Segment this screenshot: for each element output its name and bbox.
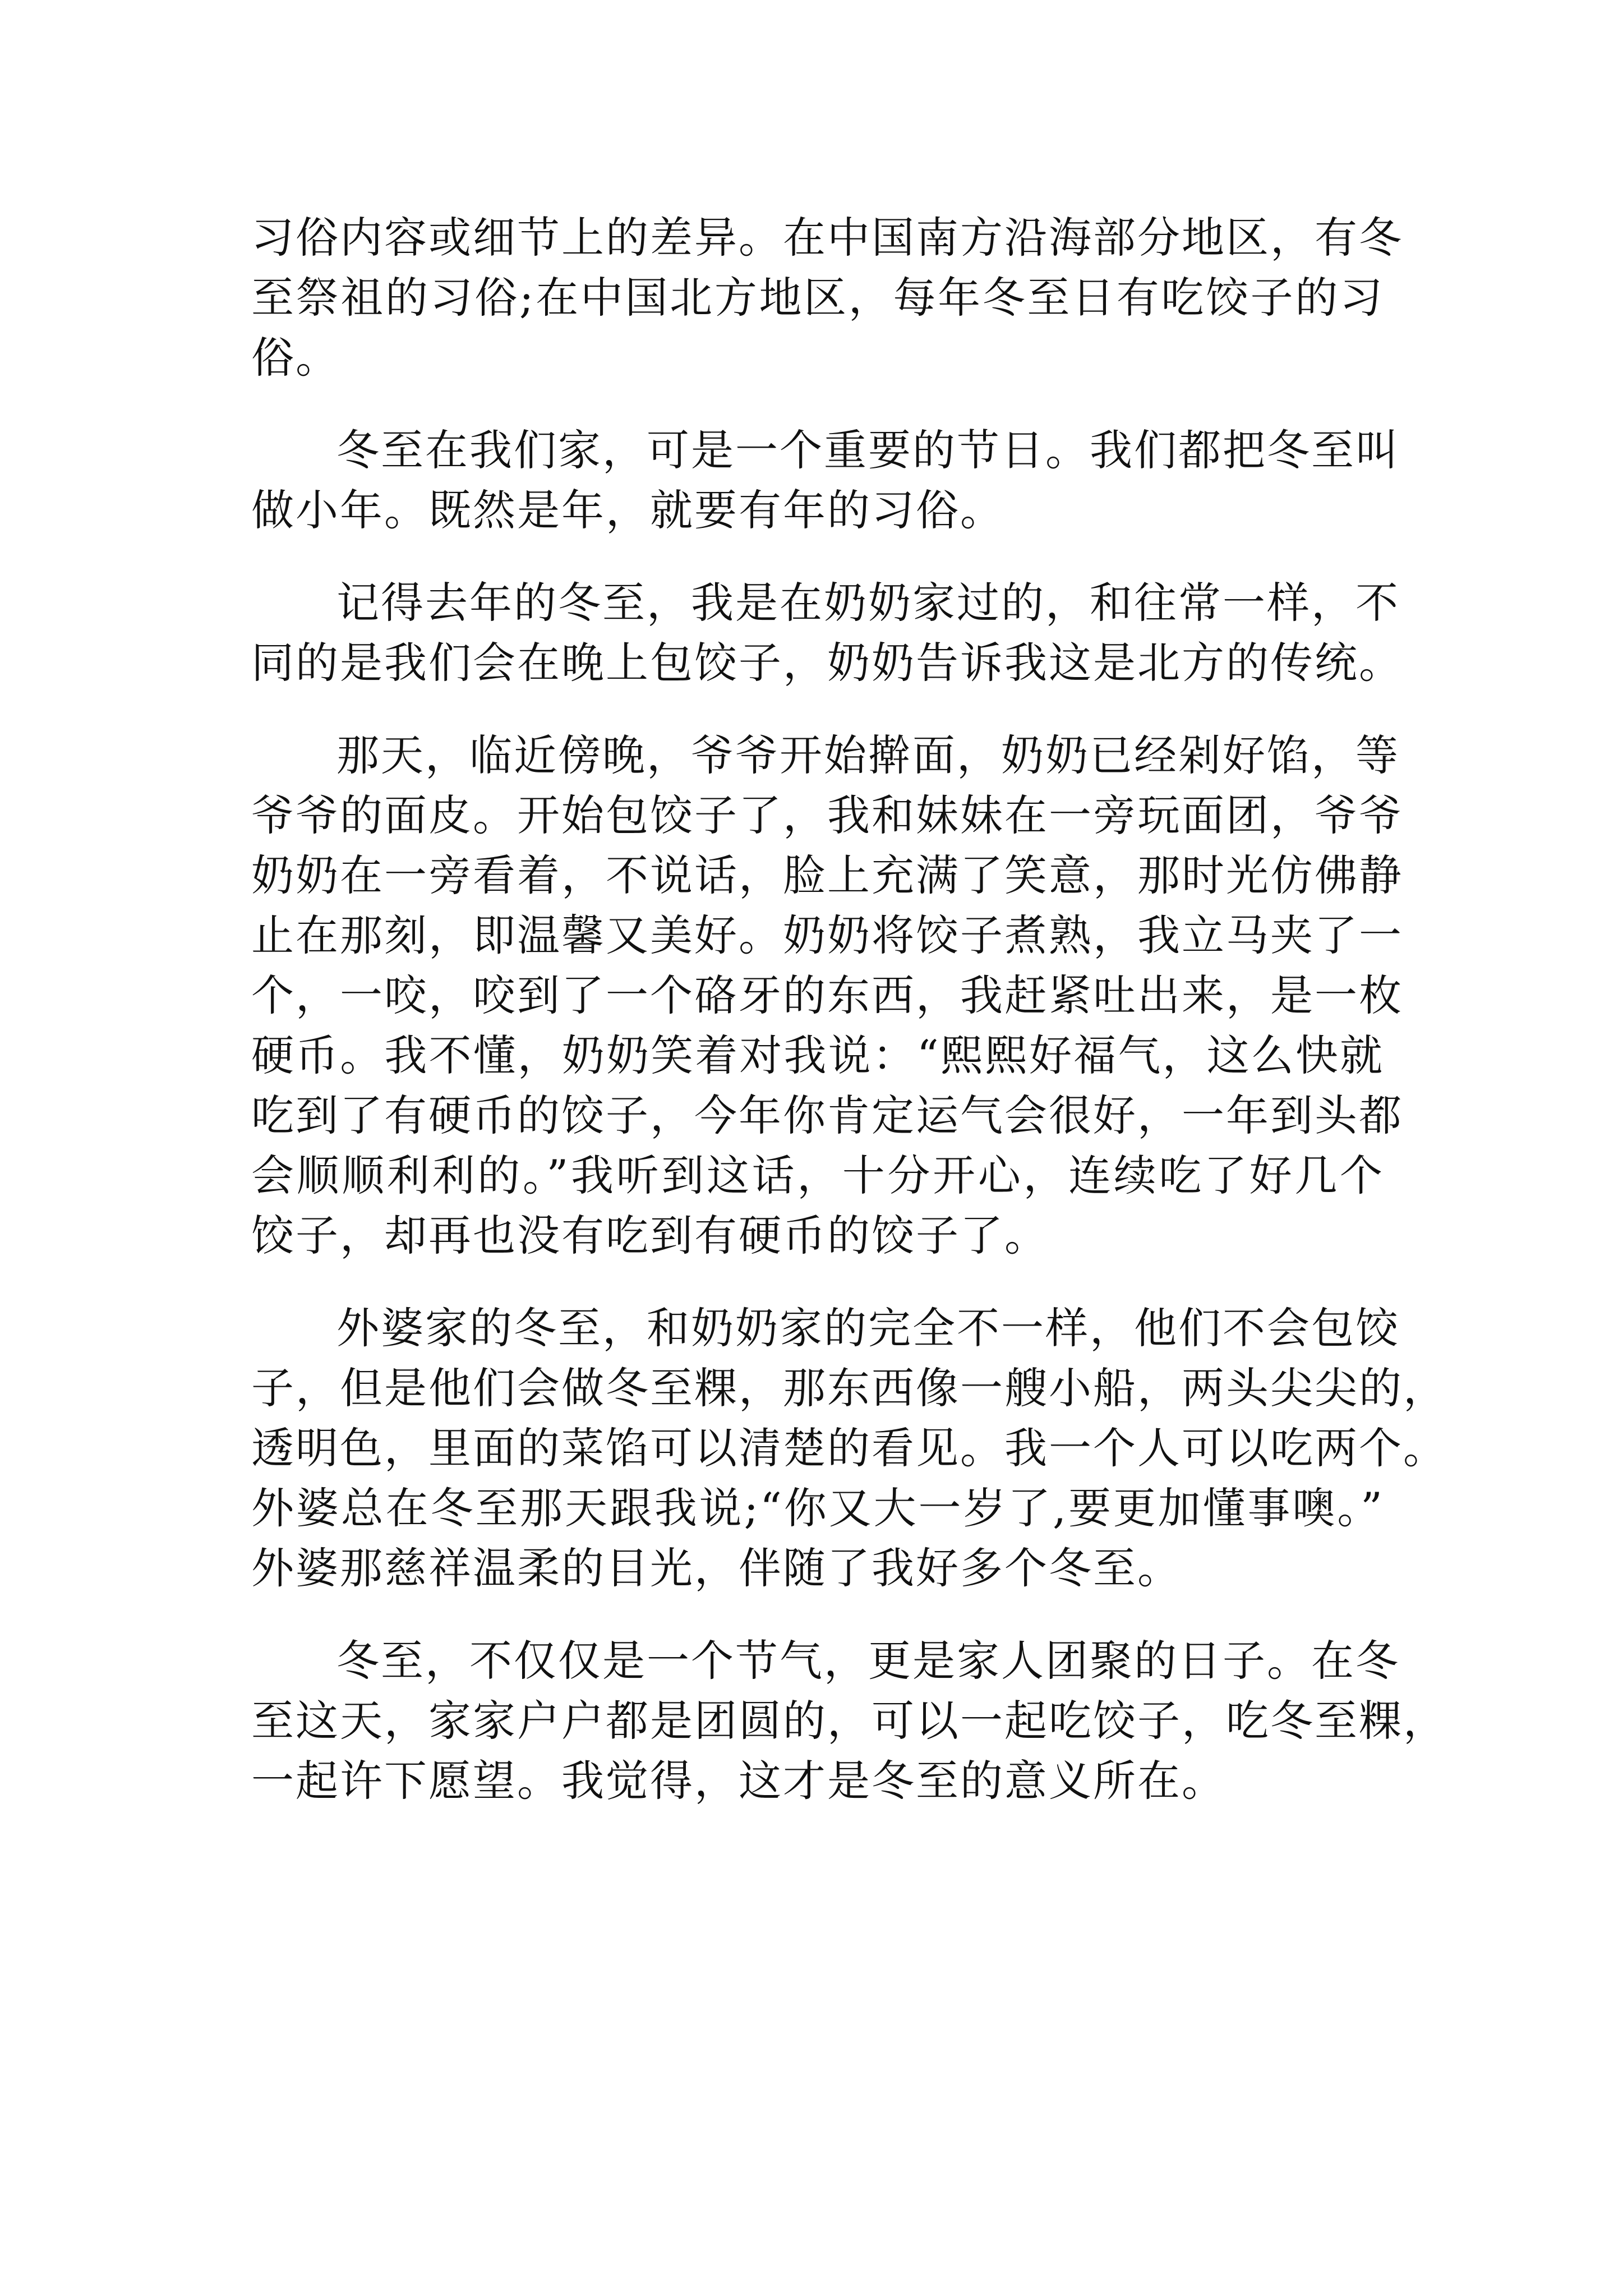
paragraph: [251, 1631, 1447, 1811]
paragraph: [251, 1298, 1447, 1598]
paragraph: [251, 573, 1403, 693]
text-line: 个，一咬，咬到了一个硌牙的东西，我赶紧吐出来，是一枚: [251, 970, 1403, 1020]
essay-body: [251, 208, 1447, 1811]
text-line: 外婆家的冬至，和奶奶家的完全不一样，他们不会包饺: [336, 1303, 1400, 1353]
text-line: 吃到了有硬币的饺子，今年你肯定运气会很好，一年到头都: [251, 1091, 1403, 1140]
text-line: 奶奶在一旁看着，不说话，脸上充满了笑意，那时光仿佛静: [251, 850, 1403, 900]
text-line: 至祭祖的习俗;在中国北方地区，每年冬至日有吃饺子的习: [251, 273, 1384, 323]
text-line: 习俗内容或细节上的差异。在中国南方沿海部分地区，有冬: [251, 213, 1403, 263]
text-line: 至这天，家家户户都是团圆的，可以一起吃饺子，吃冬至粿，: [251, 1696, 1447, 1746]
text-line: 那天，临近傍晚，爷爷开始擀面，奶奶已经剁好馅，等: [336, 730, 1400, 780]
paragraph: [251, 725, 1403, 1266]
text-line: 俗。: [251, 333, 340, 383]
text-line: 外婆那慈祥温柔的目光，伴随了我好多个冬至。: [251, 1543, 1182, 1593]
text-line: 外婆总在冬至那天跟我说;“你又大一岁了,要更加懂事噢。”: [251, 1483, 1384, 1533]
text-line: 会顺顺利利的。”我听到这话，十分开心，连续吃了好几个: [251, 1151, 1384, 1200]
text-line: 冬至，不仅仅是一个节气，更是家人团聚的日子。在冬: [336, 1636, 1400, 1686]
text-line: 爷爷的面皮。开始包饺子了，我和妹妹在一旁玩面团，爷爷: [251, 790, 1403, 840]
text-line: 饺子，却再也没有吃到有硬币的饺子了。: [251, 1211, 1049, 1260]
text-line: 同的是我们会在晚上包饺子，奶奶告诉我这是北方的传统。: [251, 638, 1403, 688]
text-line: 冬至在我们家，可是一个重要的节日。我们都把冬至叫: [336, 425, 1400, 475]
text-line: 做小年。既然是年，就要有年的习俗。: [251, 485, 1004, 535]
text-line: 透明色，里面的菜馅可以清楚的看见。我一个人可以吃两个。: [251, 1423, 1447, 1473]
paragraph: [251, 420, 1400, 540]
text-line: 硬币。我不懂，奶奶笑着对我说：“熙熙好福气，这么快就: [251, 1030, 1384, 1080]
text-line: 子，但是他们会做冬至粿，那东西像一艘小船，两头尖尖的，: [251, 1363, 1447, 1413]
text-line: 止在那刻，即温馨又美好。奶奶将饺子煮熟，我立马夹了一: [251, 910, 1403, 960]
text-line: 一起许下愿望。我觉得，这才是冬至的意义所在。: [251, 1756, 1226, 1806]
text-line: 记得去年的冬至，我是在奶奶家过的，和往常一样，不: [336, 578, 1400, 628]
paragraph: [251, 208, 1403, 388]
